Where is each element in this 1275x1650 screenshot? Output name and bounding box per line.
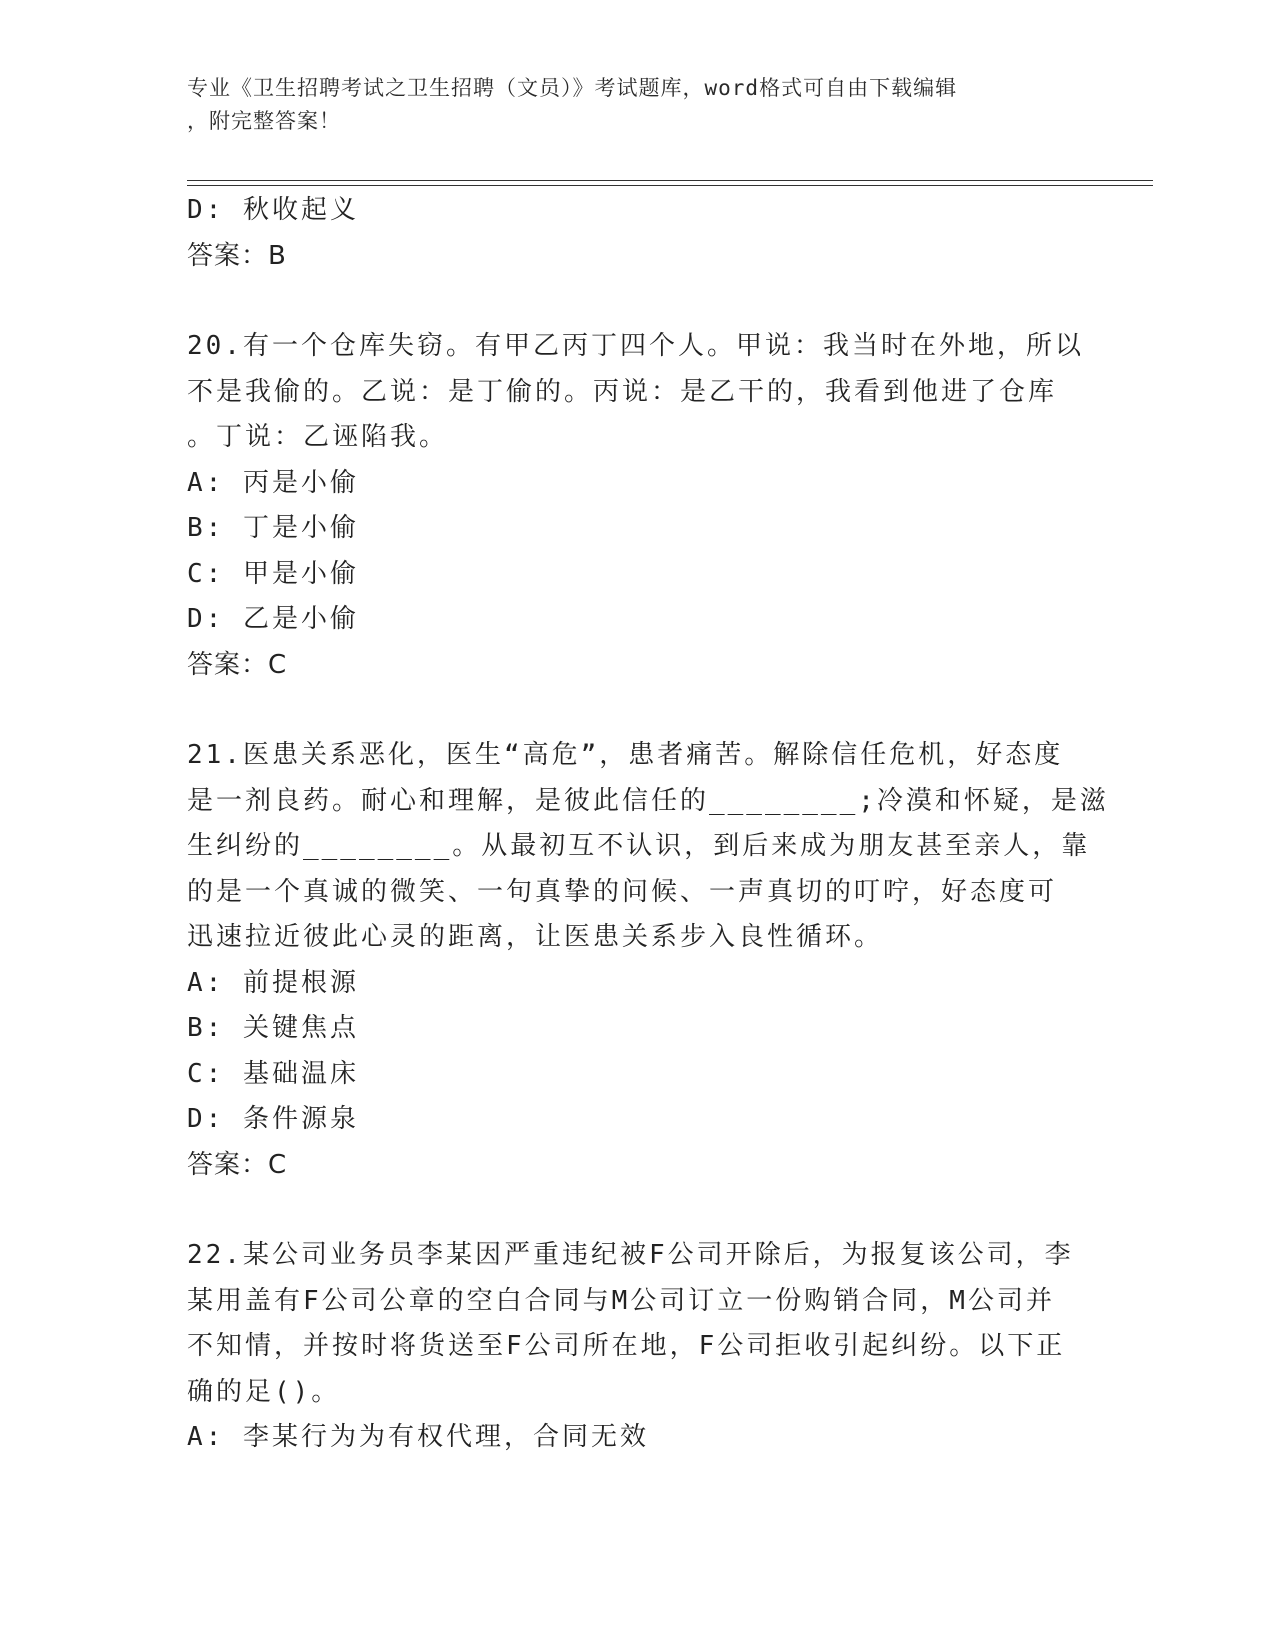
- question-21: [187, 733, 1109, 1188]
- header-rule-top: [187, 180, 1153, 181]
- question-content: [187, 188, 1109, 1461]
- question-text-line: 确的足()。: [187, 1376, 341, 1407]
- option-c: C: 甲是小偷: [187, 558, 359, 589]
- answer: 答案：C: [187, 649, 288, 680]
- question-20: [187, 324, 1087, 688]
- question-text-line: 的是一个真诚的微笑、一句真挚的问候、一声真切的叮咛，好态度可: [187, 876, 1058, 907]
- option-b: B: 丁是小偷: [187, 513, 359, 543]
- question-text-line: 生纠纷的________。从最初互不认识，到后来成为朋友甚至亲人，靠: [187, 831, 1091, 861]
- option-d: D: 条件源泉: [187, 1104, 359, 1134]
- option-d: D: 秋收起义: [187, 195, 359, 225]
- option-a: A: 丙是小偷: [187, 467, 359, 498]
- option-c: C: 基础温床: [187, 1058, 359, 1089]
- answer: 答案：B: [187, 240, 287, 271]
- question-text-line: 不是我偷的。乙说：是丁偷的。丙说：是乙干的，我看到他进了仓库: [187, 376, 1058, 407]
- question-text-line: 某用盖有F公司公章的空白合同与M公司订立一份购销合同，M公司并: [187, 1285, 1055, 1316]
- option-a: A: 李某行为为有权代理，合同无效: [187, 1422, 649, 1452]
- question-text-line: 。丁说：乙诬陷我。: [187, 422, 449, 452]
- option-d: D: 乙是小偷: [187, 604, 359, 634]
- question-text-line: 22.某公司业务员李某因严重违纪被F公司开除后，为报复该公司，李: [187, 1240, 1074, 1270]
- question-text-line: 迅速拉近彼此心灵的距离，让医患关系步入良性循环。: [187, 922, 884, 952]
- answer: 答案：C: [187, 1149, 288, 1180]
- question-text-line: 20.有一个仓库失窃。有甲乙丙丁四个人。甲说：我当时在外地，所以: [187, 331, 1084, 361]
- header-line-1: 专业《卫生招聘考试之卫生招聘（文员）》考试题库，word格式可自由下载编辑: [187, 76, 958, 100]
- question-22: [187, 1233, 1087, 1461]
- question-text-line: 21.医患关系恶化，医生“高危”，患者痛苦。解除信任危机，好态度: [187, 740, 1064, 770]
- option-b: B: 关键焦点: [187, 1013, 359, 1043]
- option-a: A: 前提根源: [187, 967, 359, 998]
- question-text-line: 是一剂良药。耐心和理解，是彼此信任的________;冷漠和怀疑，是滋: [187, 785, 1109, 816]
- header-line-2: ，附完整答案！: [187, 109, 341, 133]
- document-header: [187, 72, 1067, 138]
- question-text-line: 不知情，并按时将货送至F公司所在地，F公司拒收引起纠纷。以下正: [187, 1331, 1066, 1361]
- header-rule-bottom: [187, 185, 1153, 186]
